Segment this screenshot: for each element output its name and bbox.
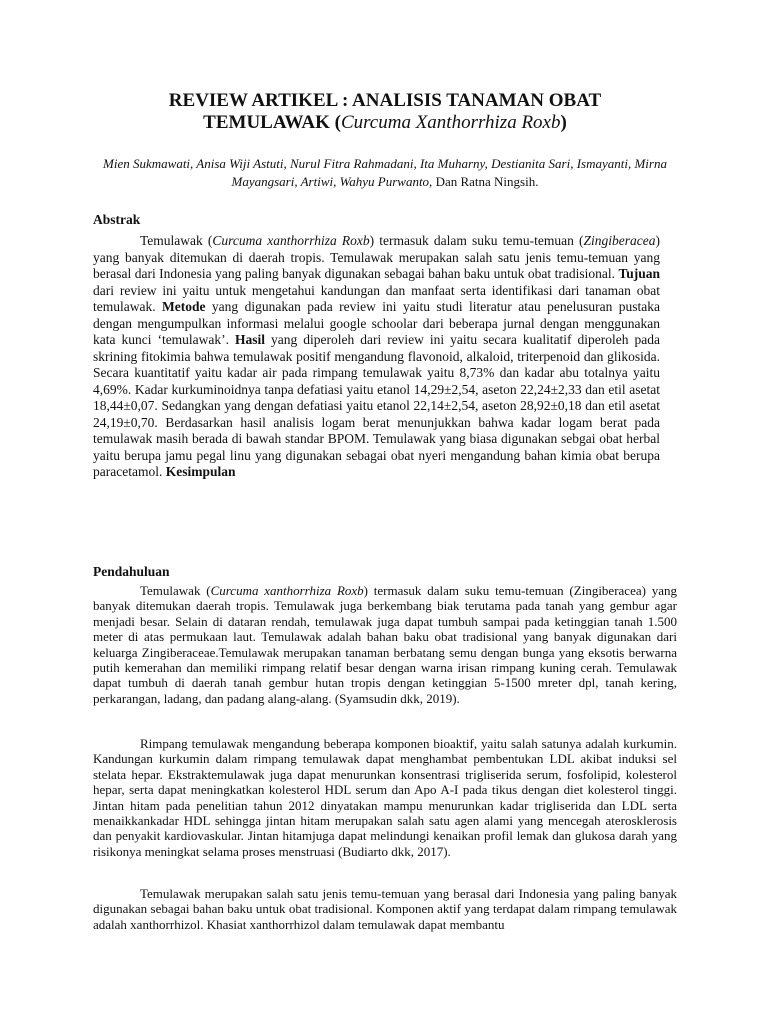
abstract-label-metode: Metode bbox=[162, 299, 206, 314]
abstract-label-hasil: Hasil bbox=[235, 332, 266, 347]
intro-p1-scientific-name: Curcuma xanthorrhiza Roxb bbox=[210, 583, 364, 598]
abstract-family-name: Zingiberacea bbox=[583, 233, 656, 248]
author-names: Mien Sukmawati, Anisa Wiji Astuti, Nurul Fitra Rahmadani, Ita Muharny, Destianita Sari, Ismayanti, Mirna Mayangsari, Artiwi, Wahyu Purwanto, bbox=[103, 156, 667, 189]
intro-p1-text-c: ) termasuk dalam suku temu-temuan (Zingiberacea) yang banyak ditemukan daerah tropis. Temulawak juga berkembang biak terutama pada tanah yang gembur agar menjadi besar. Selain di dataran rendah, temulawak juga dapat tumbuh sampai pada ketinggian tanah 1.500 meter di atas permukaan laut. Temulawak adalah bahan baku obat tradisional yang banyak digunakan dari keluarga Zingiberaceae.Temulawak merupakan tanaman berbatang semu dengan bunga yang eksotis berwarna putih kemerahan dan memiliki rimpang relatif besar dengan warna irisan rimpang kuning cerah. Temulawak dapat tumbuh di daerah tanah gembur hutan tropis dengan ketinggian 5-1500 mreter dpl, tanah kering, perkarangan, ladang, dan padang alang-alang. (Syamsudin dkk, 2019). bbox=[93, 583, 677, 706]
introduction-heading: Pendahuluan bbox=[93, 564, 170, 579]
abstract-text-6: yang diperoleh dari review ini yaitu secara kualitatif diperoleh pada skrining fitokimia bahwa temulawak positif mengandung flavonoid, alkaloid, triterpenoid dan glikosida. Secara kuantitatif yaitu kadar air pada rimpang temulawak yaitu 8,73% dan kadar abu totalnya yaitu 4,69%. Kadar kurkuminoidnya tanpa defatiasi yaitu etanol 14,29±2,54, aseton 22,24±2,33 dan etil asetat 18,44±0,07. Sedangkan yang dengan defatiasi yaitu etanol 22,14±2,54, aseton 28,92±0,18 dan etil asetat 24,19±0,70. Berdasarkan hasil analisis logam berat menunjukkan bahwa kadar logam berat pada temulawak masih berada di bawah standar BPOM. Temulawak yang biasa digunakan sebgai obat herbal yaitu berupa jamu pegal linu yang digunakan sebagai obat nyeri mengandung bahan kimia obat berupa paracetamol. bbox=[93, 332, 660, 479]
intro-p1-text-a: Temulawak ( bbox=[140, 583, 211, 598]
abstract-text-1: Temulawak ( bbox=[140, 233, 213, 248]
introduction-paragraph-2: Rimpang temulawak mengandung beberapa komponen bioaktif, yaitu salah satunya adalah kurkumin. Kandungan kurkumin dalam rimpang temulawak dapat menghambat pembentukan LDL akibat induksi sel stelata hepar. Ekstraktemulawak juga dapat menurunkan konsentrasi trigliserida serum, fosfolipid, kolesterol hepar, serta dapat meningkatkan kolesterol HDL serum dan Apo A-I pada tikus dengan diet kolesterol tinggi. Jintan hitam pada penelitian tahun 2012 dinyatakan mampu menurunkan kadar trigliserida dan LDL serta menaikkankadar HDL sehingga jintan hitam merupakan salah satu agen alami yang mencegah aterosklerosis dan penyakit kardiovaskular. Jintan hitamjuga dapat melindungi kenaikan profil lemak dan glukosa darah yang risikonya meningkat selama proses menstruasi (Budiarto dkk, 2017). bbox=[93, 736, 677, 859]
abstract-label-tujuan: Tujuan bbox=[618, 266, 660, 281]
abstract-text-3: ) yang banyak ditemukan di daerah tropis. Temulawak merupakan salah satu jenis temu-temuan yang berasal dari Indonesia yang paling banyak digunakan sebagai bahan baku untuk obat tradisional. bbox=[93, 233, 660, 281]
introduction-paragraph-1 bbox=[93, 583, 677, 706]
article-title bbox=[80, 90, 690, 134]
abstract-body bbox=[93, 233, 660, 481]
author-last: Dan Ratna Ningsih. bbox=[432, 174, 539, 189]
abstract-text-4: dari review ini yaitu untuk mengetahui kandungan dan manfaat serta identifikasi dari tanaman obat temulawak. bbox=[93, 282, 660, 314]
title-line-2-suffix: ) bbox=[560, 112, 567, 133]
title-line-1: REVIEW ARTIKEL : ANALISIS TANAMAN OBAT bbox=[168, 90, 602, 111]
author-list bbox=[100, 155, 670, 191]
introduction-paragraph-3: Temulawak merupakan salah satu jenis temu-temuan yang berasal dari Indonesia yang paling banyak digunakan sebagai bahan baku untuk obat tradisional. Komponen aktif yang terdapat dalam rimpang temulawak adalah xanthorrhizol. Khasiat xanthorrhizol dalam temulawak dapat membantu bbox=[93, 886, 677, 932]
abstract-heading: Abstrak bbox=[93, 212, 141, 227]
abstract-text-5: yang digunakan pada review ini yaitu studi literatur atau penelusuran pustaka dengan mengumpulkan informasi melalui google schoolar dari beberapa jurnal dengan menggunakan kata kunci ‘temulawak’. bbox=[93, 299, 660, 347]
abstract-label-kesimpulan: Kesimpulan bbox=[165, 464, 236, 479]
abstract-scientific-name: Curcuma xanthorrhiza Roxb bbox=[212, 233, 370, 248]
title-scientific-name: Curcuma Xanthorrhiza Roxb bbox=[340, 112, 561, 133]
abstract-text-2: ) termasuk dalam suku temu-temuan ( bbox=[369, 233, 584, 248]
title-line-2-prefix: TEMULAWAK ( bbox=[203, 112, 341, 133]
